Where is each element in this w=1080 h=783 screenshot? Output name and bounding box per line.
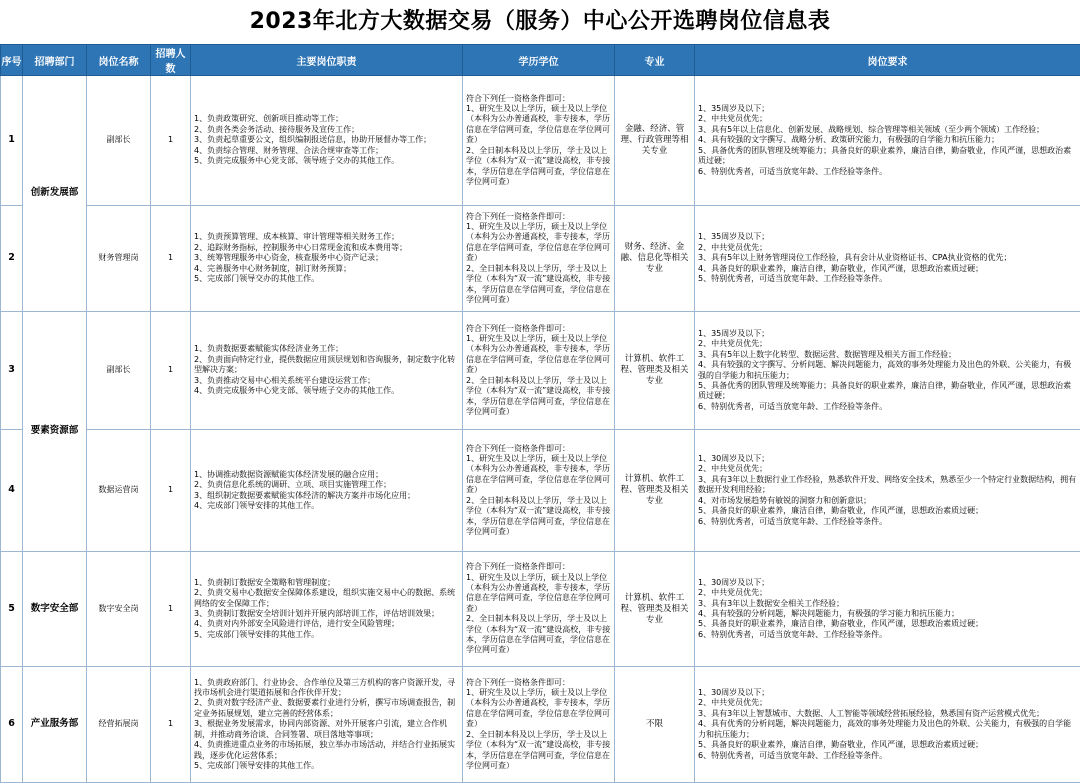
header-requirements: 岗位要求 — [695, 45, 1080, 76]
duty-line: 2、负责信息化系统的调研、立项、项目实施管理工作； — [194, 480, 459, 490]
education-line: 2、全日制本科及以上学历，学士及以上学位（本科为“双一流”建设高校，非专接本，学历信息在学信网可查，学位信息在学位网可查） — [466, 614, 611, 656]
requirement-line: 2、中共党员优先； — [698, 698, 1077, 708]
requirement-line: 5、具备优秀的团队管理及统筹能力；具备良好的职业素养，廉洁自律，勤奋敬业，作风严谨，思想政治素质过硬； — [698, 381, 1077, 402]
header-row — [1, 45, 1080, 76]
header-major: 专业 — [615, 45, 695, 76]
duty-line: 3、统筹管理服务中心资金，核查服务中心资产记录； — [194, 253, 459, 263]
major-cell: 计算机、软件工程、管理类及相关专业 — [615, 552, 695, 667]
duty-line: 5、负责完成服务中心党支部、领导班子交办的其他工作。 — [194, 156, 459, 166]
position-cell: 副部长 — [87, 312, 151, 430]
education-line: 符合下列任一资格条件即可： — [466, 444, 611, 454]
requirements-cell — [695, 667, 1080, 783]
department-cell: 数字安全部 — [23, 552, 87, 667]
requirements-cell — [695, 430, 1080, 552]
duty-line: 5、完成部门领导安排的其他工作。 — [194, 761, 459, 771]
requirement-line: 3、具有3年以上数据行业工作经验，熟悉软件开发、网络安全技术，熟悉至少一个特定行业数据结构，拥有数据开发利用经验； — [698, 475, 1077, 496]
education-line: 符合下列任一资格条件即可： — [466, 562, 611, 572]
requirement-line: 4、具有较强的文字撰写、分析问题、解决问题能力，高效的事务处理能力及出色的外联、公关能力，有极强的自学能力和抗压能力； — [698, 360, 1077, 381]
duty-line: 4、负责对内外部安全风险进行评估，进行安全风险管理； — [194, 619, 459, 629]
seq-cell: 6 — [1, 667, 23, 783]
requirement-line: 3、具有3年以上智慧城市、大数据、人工智能等领域经营拓展经验，熟悉国有资产运营模式优先； — [698, 709, 1077, 719]
requirement-line: 2、中共党员优先； — [698, 114, 1077, 124]
requirement-line: 1、35周岁及以下； — [698, 232, 1077, 242]
major-cell: 计算机、软件工程、管理类及相关专业 — [615, 430, 695, 552]
duty-line: 4、负责推进重点业务的市场拓展，独立举办市场活动，并结合行业拓展实践，逐步优化运营体系； — [194, 740, 459, 761]
duty-line: 4、完善服务中心财务制度，制订财务预算； — [194, 264, 459, 274]
header-seq: 序号 — [1, 45, 23, 76]
duty-line: 2、负责面向特定行业，提供数据应用顶层规划和咨询服务，制定数字化转型解决方案； — [194, 355, 459, 376]
table-row — [1, 667, 1080, 783]
education-line: 2、全日制本科及以上学历，学士及以上学位（本科为“双一流”建设高校，非专接本，学历信息在学信网可查，学位信息在学位网可查） — [466, 146, 611, 188]
header-duties: 主要岗位职责 — [191, 45, 463, 76]
seq-cell: 2 — [1, 206, 23, 312]
requirement-line: 5、特别优秀者，可适当放宽年龄、工作经验等条件。 — [698, 274, 1077, 284]
requirements-cell — [695, 312, 1080, 430]
requirement-line: 1、35周岁及以下； — [698, 104, 1077, 114]
education-cell — [463, 430, 615, 552]
count-cell: 1 — [151, 312, 191, 430]
position-cell: 数字安全岗 — [87, 552, 151, 667]
duty-line: 4、负责完成服务中心党支部、领导班子交办的其他工作。 — [194, 386, 459, 396]
duties-cell — [191, 312, 463, 430]
header-dept: 招聘部门 — [23, 45, 87, 76]
header-education: 学历学位 — [463, 45, 615, 76]
position-cell: 经营拓展岗 — [87, 667, 151, 783]
requirement-line: 3、具有5年以上财务管理岗位工作经验，具有会计从业资格证书、CPA执业资格的优先； — [698, 253, 1077, 263]
requirements-cell — [695, 552, 1080, 667]
duties-cell — [191, 430, 463, 552]
education-line: 1、研究生及以上学历，硕士及以上学位（本科为公办普通高校，非专接本，学历信息在学信网可查，学位信息在学位网可查） — [466, 104, 611, 146]
education-cell — [463, 552, 615, 667]
requirement-line: 4、具备良好的职业素养，廉洁自律，勤奋敬业，作风严谨，思想政治素质过硬； — [698, 264, 1077, 274]
education-line: 2、全日制本科及以上学历，学士及以上学位（本科为“双一流”建设高校，非专接本，学历信息在学信网可查，学位信息在学位网可查） — [466, 264, 611, 306]
requirement-line: 2、中共党员优先； — [698, 339, 1077, 349]
duty-line: 1、负责制订数据安全策略和管理制度； — [194, 578, 459, 588]
education-line: 符合下列任一资格条件即可： — [466, 324, 611, 334]
education-cell — [463, 667, 615, 783]
count-cell: 1 — [151, 430, 191, 552]
requirement-line: 6、特别优秀者，可适当放宽年龄、工作经验等条件。 — [698, 402, 1077, 412]
requirement-line: 4、具有较强的分析问题，解决问题能力，有极强的学习能力和抗压能力； — [698, 609, 1077, 619]
education-line: 1、研究生及以上学历，硕士及以上学位（本科为公办普通高校，非专接本，学历信息在学信网可查，学位信息在学位网可查） — [466, 334, 611, 376]
requirement-line: 5、具备良好的职业素养，廉洁自律，勤奋敬业，作风严谨，思想政治素质过硬； — [698, 740, 1077, 750]
duty-line: 3、组织制定数据要素赋能实体经济的解决方案并市场化应用； — [194, 491, 459, 501]
education-cell — [463, 206, 615, 312]
header-position: 岗位名称 — [87, 45, 151, 76]
requirement-line: 3、具有5年以上信息化、创新发展、战略规划、综合管理等相关领域（至少两个领域）工作经验； — [698, 125, 1077, 135]
requirement-line: 4、对市场发展趋势有敏锐的洞察力和创新意识； — [698, 496, 1077, 506]
education-line: 符合下列任一资格条件即可： — [466, 94, 611, 104]
requirement-line: 2、中共党员优先； — [698, 464, 1077, 474]
requirement-line: 6、特别优秀者，可适当放宽年龄、工作经验等条件。 — [698, 630, 1077, 640]
count-cell: 1 — [151, 76, 191, 206]
position-cell: 数据运营岗 — [87, 430, 151, 552]
seq-cell: 5 — [1, 552, 23, 667]
duty-line: 4、完成部门领导安排的其他工作。 — [194, 501, 459, 511]
education-line: 1、研究生及以上学历，硕士及以上学位（本科为公办普通高校，非专接本，学历信息在学信网可查，学位信息在学位网可查） — [466, 454, 611, 496]
requirement-line: 2、中共党员优先； — [698, 243, 1077, 253]
requirement-line: 1、35周岁及以下； — [698, 329, 1077, 339]
duty-line: 3、根据业务发展需求，协同内部资源、对外开展客户引流，建立合作机制，并推动商务洽谈、合同签署、项目落地等事项； — [194, 719, 459, 740]
seq-cell: 3 — [1, 312, 23, 430]
table-row — [1, 430, 1080, 552]
requirements-cell — [695, 76, 1080, 206]
requirement-line: 5、具备良好的职业素养，廉洁自律，勤奋敬业，作风严谨，思想政治素质过硬； — [698, 619, 1077, 629]
requirement-line: 6、特别优秀者，可适当放宽年龄、工作经验等条件。 — [698, 167, 1077, 177]
education-line: 1、研究生及以上学历，硕士及以上学位（本科为公办普通高校，非专接本，学历信息在学信网可查，学位信息在学位网可查） — [466, 688, 611, 730]
requirement-line: 5、具备良好的职业素养，廉洁自律，勤奋敬业，作风严谨，思想政治素质过硬； — [698, 506, 1077, 516]
duty-line: 5、完成部门领导交办的其他工作。 — [194, 274, 459, 284]
duty-line: 5、完成部门领导安排的其他工作。 — [194, 630, 459, 640]
duties-cell — [191, 76, 463, 206]
education-line: 2、全日制本科及以上学历，学士及以上学位（本科为“双一流”建设高校，非专接本，学历信息在学信网可查，学位信息在学位网可查） — [466, 730, 611, 772]
education-line: 符合下列任一资格条件即可： — [466, 212, 611, 222]
requirement-line: 5、具备优秀的团队管理及统筹能力；具备良好的职业素养，廉洁自律，勤奋敬业，作风严谨，思想政治素质过硬； — [698, 146, 1077, 167]
duty-line: 4、负责综合管理、财务管理、合法合规审查等工作； — [194, 146, 459, 156]
requirement-line: 4、具有较强的文字撰写、战略分析、政策研究能力，有极强的自学能力和抗压能力； — [698, 135, 1077, 145]
requirement-line: 3、具有3年以上数据安全相关工作经验； — [698, 599, 1077, 609]
table-row — [1, 312, 1080, 430]
requirement-line: 3、具有5年以上数字化转型、数据运营、数据管理及相关方面工作经验； — [698, 350, 1077, 360]
duties-cell — [191, 206, 463, 312]
education-line: 2、全日制本科及以上学历，学士及以上学位（本科为“双一流”建设高校，非专接本，学历信息在学信网可查，学位信息在学位网可查） — [466, 376, 611, 418]
major-cell: 不限 — [615, 667, 695, 783]
page-title: 2023年北方大数据交易（服务）中心公开选聘岗位信息表 — [0, 0, 1080, 44]
duty-line: 2、负责对数字经济产业、数据要素行业进行分析，撰写市场调查报告，制定业务拓展规划，建立完善的经营体系； — [194, 698, 459, 719]
header-count: 招聘人数 — [151, 45, 191, 76]
education-line: 符合下列任一资格条件即可： — [466, 678, 611, 688]
education-cell — [463, 312, 615, 430]
requirement-line: 1、30周岁及以下； — [698, 454, 1077, 464]
requirement-line: 1、30周岁及以下； — [698, 688, 1077, 698]
department-cell: 产业服务部 — [23, 667, 87, 783]
duties-cell — [191, 552, 463, 667]
department-cell: 要素资源部 — [23, 312, 87, 552]
seq-cell: 4 — [1, 430, 23, 552]
position-cell: 副部长 — [87, 76, 151, 206]
seq-cell: 1 — [1, 76, 23, 206]
position-table — [0, 44, 1080, 783]
duty-line: 2、负责各类会务活动、接待服务及宣传工作； — [194, 125, 459, 135]
table-row — [1, 552, 1080, 667]
requirement-line: 6、特别优秀者，可适当放宽年龄、工作经验等条件。 — [698, 517, 1077, 527]
requirement-line: 6、特别优秀者，可适当放宽年龄、工作经验等条件。 — [698, 751, 1077, 761]
requirement-line: 2、中共党员优先； — [698, 588, 1077, 598]
duty-line: 3、负责制订数据安全培训计划并开展内部培训工作，评估培训效果； — [194, 609, 459, 619]
education-line: 1、研究生及以上学历，硕士及以上学位（本科为公办普通高校，非专接本，学历信息在学信网可查，学位信息在学位网可查） — [466, 573, 611, 615]
position-cell: 财务管理岗 — [87, 206, 151, 312]
duties-cell — [191, 667, 463, 783]
requirement-line: 1、30周岁及以下； — [698, 578, 1077, 588]
duty-line: 2、追踪财务指标，控制服务中心日常现金流和成本费用等； — [194, 243, 459, 253]
table-row — [1, 206, 1080, 312]
duty-line: 3、负责起草重要公文，组织编制报送信息，协助开展督办等工作； — [194, 135, 459, 145]
education-cell — [463, 76, 615, 206]
major-cell: 金融、经济、管理、行政管理等相关专业 — [615, 76, 695, 206]
table-row — [1, 76, 1080, 206]
duty-line: 1、负责政府部门、行业协会、合作单位及第三方机构的客户资源开发，寻找市场机会进行渠道拓展和合作伙伴开发； — [194, 678, 459, 699]
education-line: 2、全日制本科及以上学历，学士及以上学位（本科为“双一流”建设高校，非专接本，学历信息在学信网可查，学位信息在学位网可查） — [466, 496, 611, 538]
major-cell: 财务、经济、金融、信息化等相关专业 — [615, 206, 695, 312]
department-cell: 创新发展部 — [23, 76, 87, 312]
duty-line: 3、负责推动交易中心相关系统平台建设运营工作； — [194, 376, 459, 386]
count-cell: 1 — [151, 667, 191, 783]
duty-line: 1、负责数据要素赋能实体经济业务工作； — [194, 344, 459, 354]
requirement-line: 4、具有优秀的分析问题，解决问题能力，高效的事务处理能力及出色的外联、公关能力，有极强的自学能力和抗压能力； — [698, 719, 1077, 740]
requirements-cell — [695, 206, 1080, 312]
major-cell: 计算机、软件工程、管理类及相关专业 — [615, 312, 695, 430]
duty-line: 1、负责政策研究、创新项目推动等工作； — [194, 114, 459, 124]
count-cell: 1 — [151, 552, 191, 667]
duty-line: 2、负责交易中心数据安全保障体系建设，组织实施交易中心的数据、系统网络的安全保障工作； — [194, 588, 459, 609]
duty-line: 1、协调推动数据资源赋能实体经济发展的融合应用； — [194, 470, 459, 480]
count-cell: 1 — [151, 206, 191, 312]
education-line: 1、研究生及以上学历，硕士及以上学位（本科为公办普通高校，非专接本，学历信息在学信网可查，学位信息在学位网可查） — [466, 222, 611, 264]
duty-line: 1、负责预算管理、成本核算、审计管理等相关财务工作； — [194, 232, 459, 242]
